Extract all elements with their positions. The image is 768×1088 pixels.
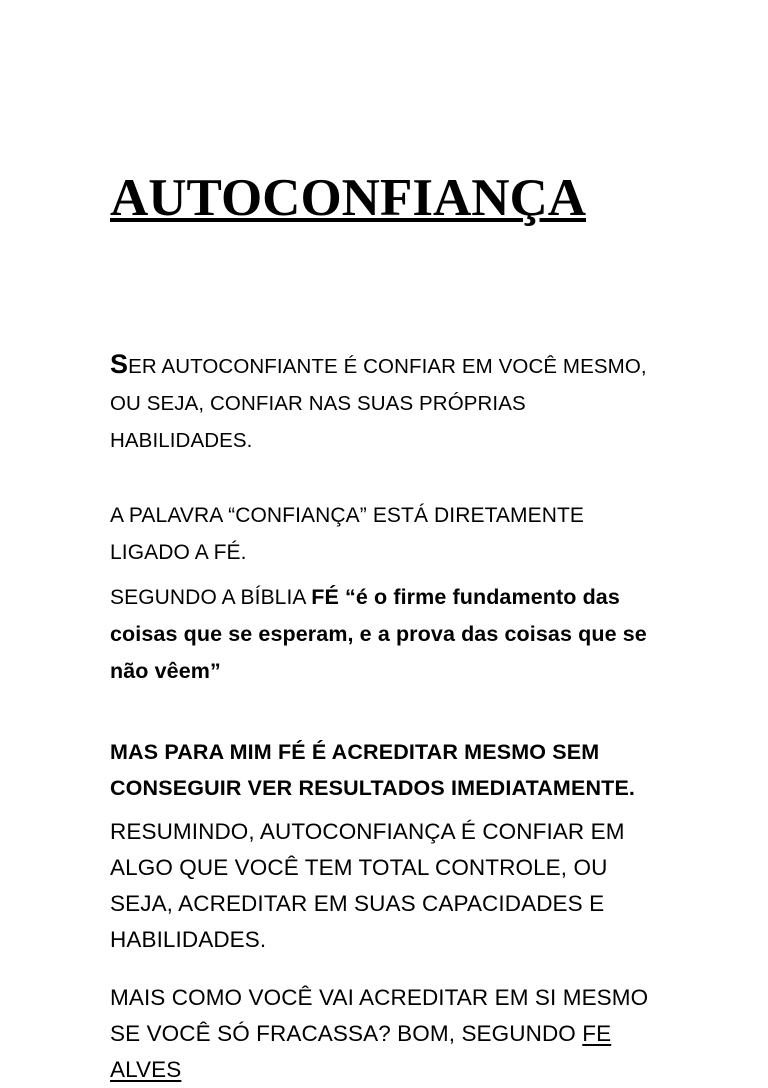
paragraph-spacer: [110, 690, 662, 734]
page-title-text: AUTOCONFIANÇA: [110, 168, 587, 227]
paragraph-segundo-a-biblia: [110, 579, 662, 690]
paragraph-mas-para-mim-fe: MAS PARA MIM FÉ É ACREDITAR MESMO SEM CONSEGUIR VER RESULTADOS IMEDIATAMENTE.: [110, 740, 636, 800]
paragraph-ser-autoconfiante: [110, 348, 662, 459]
paragraph-spacer: [110, 806, 662, 814]
paragraph-resumindo: RESUMINDO, AUTOCONFIANÇA É CONFIAR EM ALGO QUE VOCÊ TEM TOTAL CONTROLE, OU SEJA, ACREDITAR EM SUAS CAPACIDADES E HABILIDADES.: [110, 819, 625, 952]
paragraph-spacer: [110, 958, 662, 980]
paragraph-mais-como-voce-lead: MAIS COMO VOCÊ VAI ACREDITAR EM SI MESMO SE VOCÊ SÓ FRACASSA? BOM, SEGUNDO: [110, 985, 649, 1046]
paragraph-segundo-a-biblia-lead: SEGUNDO A BÍBLIA: [110, 586, 312, 609]
drop-initial-s: S: [110, 349, 129, 379]
paragraph-mais-como-voce-underlined: FE ALVES: [110, 1021, 612, 1082]
paragraph-mais-como-voce: [110, 980, 662, 1088]
paragraph-spacer: [110, 459, 662, 497]
paragraph-ser-autoconfiante-text: ER AUTOCONFIANTE É CONFIAR EM VOCÊ MESMO, OU SEJA, CONFIAR NAS SUAS PRÓPRIAS HABILIDADES.: [110, 355, 647, 452]
paragraph-a-palavra-confianca: A PALAVRA “CONFIANÇA” ESTÁ DIRETAMENTE LIGADO A FÉ.: [110, 504, 585, 564]
paragraph-spacer: [110, 571, 662, 579]
document-body: [110, 348, 662, 1088]
page-title: [110, 162, 640, 235]
paragraph-segundo-a-biblia-quote: FÉ “é o firme fundamento das coisas que se esperam, e a prova das coisas que se não vêem”: [110, 585, 647, 683]
